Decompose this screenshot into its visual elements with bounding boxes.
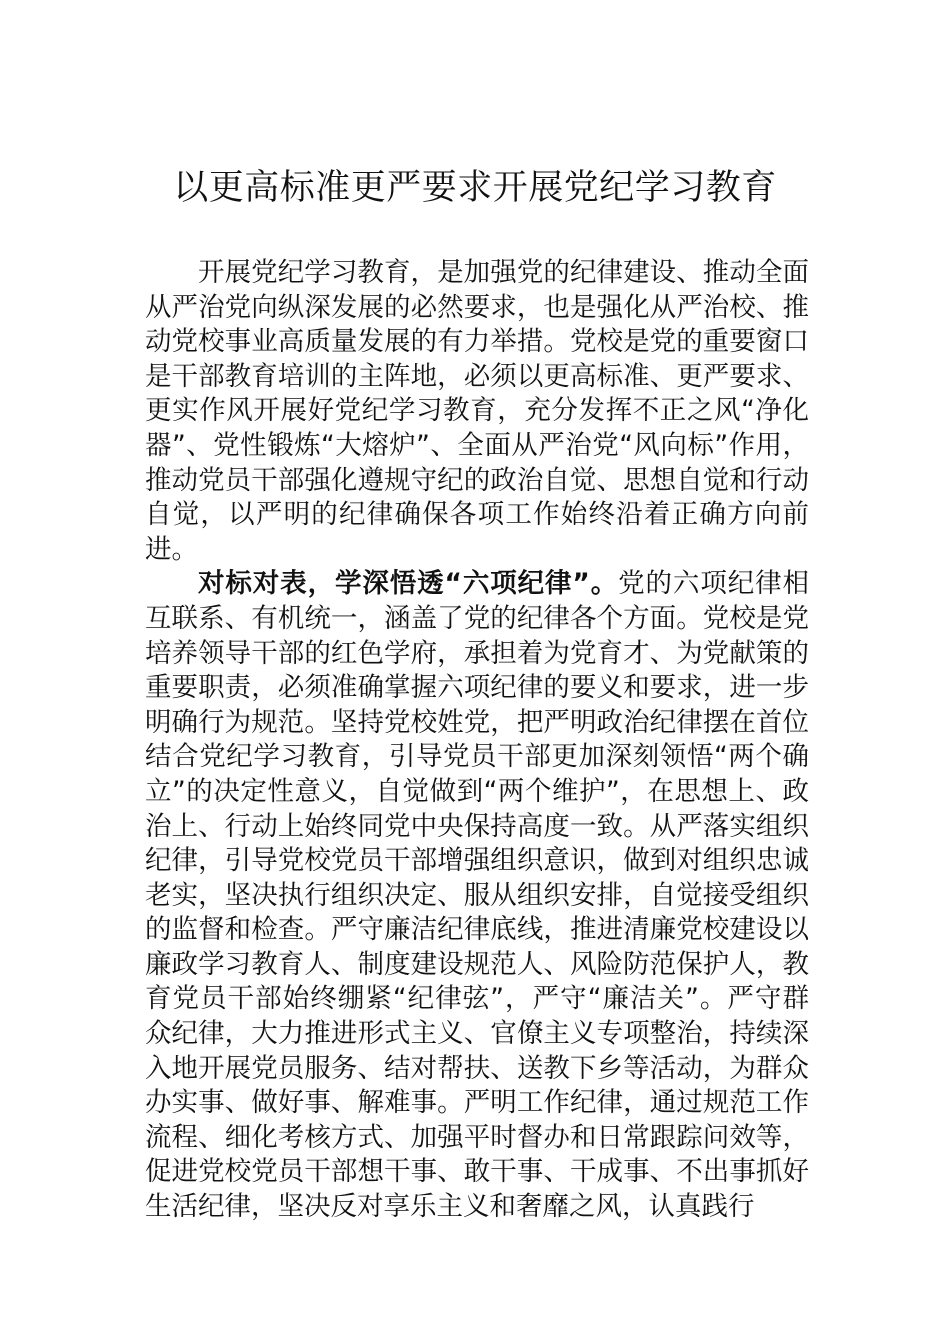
- paragraph-text: 党的六项纪律相互联系、有机统一，涵盖了党的纪律各个方面。党校是党培养领导干部的红色学府，承担着为党育才、为党献策的重要职责，必须准确掌握六项纪律的要义和要求，进一步明确行为规范。坚持党校姓党，把严明政治纪律摆在首位结合党纪学习教育，引导党员干部更加深刻领悟“两个确立”的决定性意义，自觉做到“两个维护”，在思想上、政治上、行动上始终同党中央保持高度一致。从严落实组织纪律，引导党校党员干部增强组织意识，做到对组织忠诚老实，坚决执行组织决定、服从组织安排，自觉接受组织的监督和检查。严守廉洁纪律底线，推进清廉党校建设以廉政学习教育人、制度建设规范人、风险防范保护人，教育党员干部始终绷紧“纪律弦”，严守“廉洁关”。严守群众纪律，大力推进形式主义、官僚主义专项整治，持续深入地开展党员服务、结对帮扶、送教下乡等活动，为群众办实事、做好事、解难事。严明工作纪律，通过规范工作流程、细化考核方式、加强平时督办和日常跟踪问效等，促进党校党员干部想干事、敢干事、干成事、不出事抓好生活纪律，坚决反对享乐主义和奢靡之风，认真践行: [145, 568, 810, 1223]
- paragraph-intro: [145, 256, 809, 567]
- document-body: [145, 256, 809, 1225]
- document-title: 以更高标准更严要求开展党纪学习教育: [173, 168, 777, 208]
- paragraph-text: 开展党纪学习教育，是加强党的纪律建设、推动全面从严治党向纵深发展的必然要求，也是强化从严治校、推动党校事业高质量发展的有力举措。党校是党的重要窗口是干部教育培训的主阵地，必须以更高标准、更严要求、更实作风开展好党纪学习教育，充分发挥不正之风“净化器”、党性锻炼“大熔炉”、全面从严治党“风向标”作用，推动党员干部强化遵规守纪的政治自觉、思想自觉和行动自觉，以严明的纪律确保各项工作始终沿着正确方向前进。: [145, 257, 809, 565]
- paragraph-lead-heading: 对标对表，学深悟透“六项纪律”。: [198, 568, 619, 600]
- paragraph-six-disciplines: [145, 567, 809, 1224]
